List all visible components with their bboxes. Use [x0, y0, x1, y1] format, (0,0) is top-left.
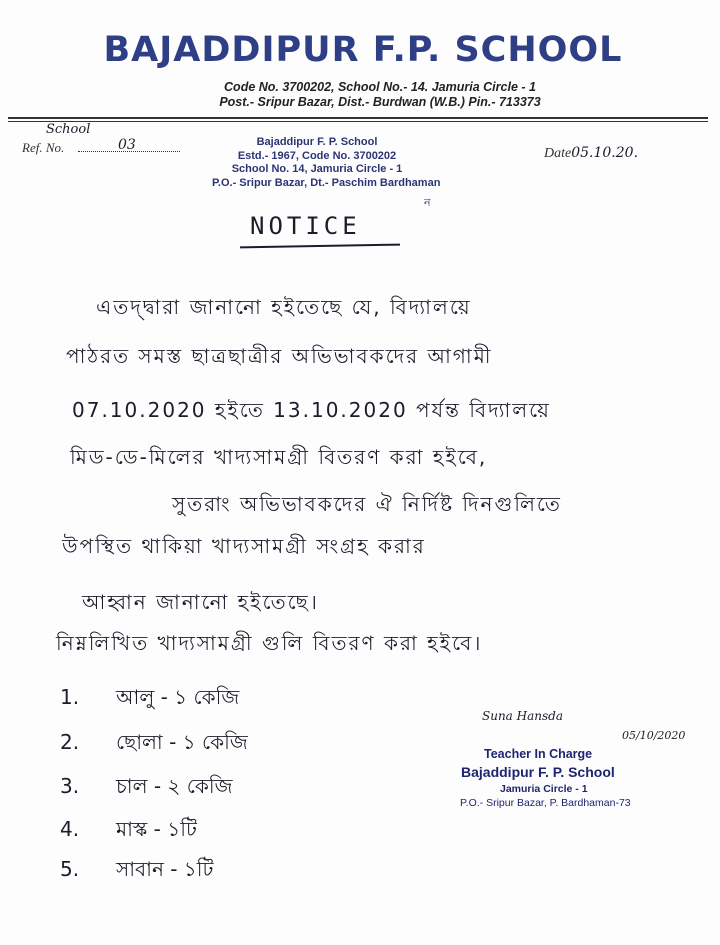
school-name-heading: BAJADDIPUR F.P. SCHOOL	[103, 30, 623, 70]
date-label: Date	[544, 146, 572, 161]
list-item	[60, 815, 197, 848]
list-item	[60, 728, 248, 761]
ref-no-value: 03	[118, 137, 136, 153]
stamp-line-2: Estd.- 1967, Code No. 3700202	[237, 149, 397, 162]
list-item-text: মাস্ক - ১টি	[116, 817, 197, 841]
signature-date: 05/10/2020	[622, 729, 686, 742]
list-item-text: আলু - ১ কেজি	[116, 685, 240, 709]
notice-line-1: এতদ্দ্বারা জানানো হইতেছে যে, বিদ্যালয়ে	[96, 295, 472, 319]
address-line-2: Post.- Sripur Bazar, Dist.- Burdwan (W.B.) Pin.- 713373	[219, 95, 541, 109]
stamp-mark: ন	[424, 196, 431, 209]
signature: Suna Hansda	[482, 709, 563, 723]
ref-no-label: Ref. No.	[22, 140, 65, 155]
notice-line-2: পাঠরত সমস্ত ছাত্রছাত্রীর অভিভাবকদের আগামী	[66, 344, 493, 368]
signature-circle: Jamuria Circle - 1	[500, 783, 588, 795]
list-item-number: 5.	[60, 857, 80, 881]
stamp-line-4: P.O.- Sripur Bazar, Dt.- Paschim Bardhaman	[212, 176, 441, 189]
notice-title-underline	[240, 244, 400, 248]
list-item-text: সাবান - ১টি	[116, 857, 214, 881]
notice-line-8: নিম্নলিখিত খাদ্যসামগ্রী গুলি বিতরণ করা হইবে।	[56, 631, 483, 655]
list-item-text: চাল - ২ কেজি	[116, 774, 233, 798]
list-item-number: 3.	[60, 774, 80, 798]
signature-post: P.O.- Sripur Bazar, P. Bardhaman-73	[460, 797, 631, 809]
list-item	[60, 855, 213, 888]
notice-title: NOTICE	[250, 212, 361, 240]
signature-school-name: Bajaddipur F. P. School	[461, 764, 615, 780]
notice-line-5: সুতরাং অভিভাবকদের ঐ নির্দিষ্ট দিনগুলিতে	[172, 492, 562, 516]
date-field	[544, 145, 638, 162]
stamp-line-3: School No. 14, Jamuria Circle - 1	[231, 163, 403, 175]
list-item-number: 1.	[60, 685, 80, 709]
list-item-text: ছোলা - ১ কেজি	[116, 730, 248, 754]
list-item	[60, 683, 239, 716]
ref-handwritten-prefix: School	[46, 122, 91, 137]
header-divider-thin	[8, 121, 708, 122]
notice-line-6: উপস্থিত থাকিয়া খাদ্যসামগ্রী সংগ্রহ করার	[62, 534, 426, 558]
address-line-1: Code No. 3700202, School No.- 14. Jamuria Circle - 1	[224, 80, 536, 94]
notice-line-4: মিড-ডে-মিলের খাদ্যসামগ্রী বিতরণ করা হইবে,	[70, 445, 488, 469]
header-divider	[8, 117, 708, 119]
notice-line-7: আহ্বান জানানো হইতেছে।	[82, 590, 319, 614]
teacher-in-charge-title: Teacher In Charge	[484, 747, 593, 761]
list-item	[60, 772, 233, 805]
list-item-number: 4.	[60, 817, 80, 841]
date-value: 05.10.20.	[571, 145, 639, 161]
stamp-line-1: Bajaddipur F. P. School	[256, 136, 378, 148]
notice-line-3: 07.10.2020 হইতে 13.10.2020 পর্যন্ত বিদ্যালয়ে	[72, 398, 551, 422]
list-item-number: 2.	[60, 730, 80, 754]
school-stamp	[212, 136, 441, 190]
